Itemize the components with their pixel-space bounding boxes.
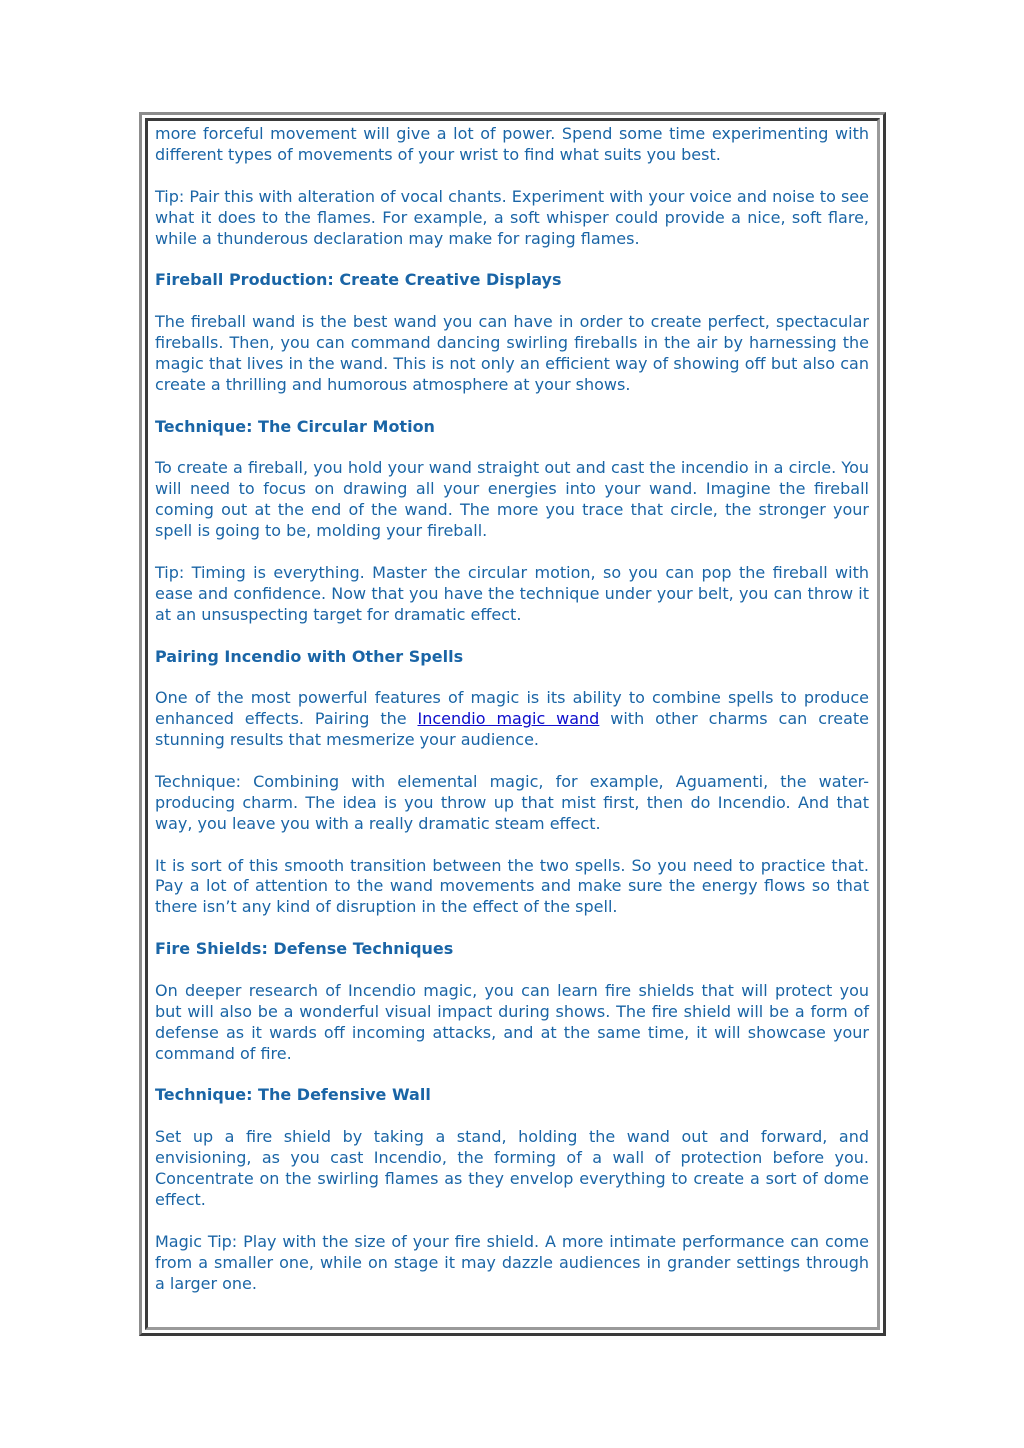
paragraph-fireball-wand: The fireball wand is the best wand you can have in order to create perfect, spectacular fireballs. Then, you can command dancing swirling fireballs in the air by harnessing the magic that lives in the wand. This is not only an efficient way of showing off but also can create a thrilling and humorous atmosphere at your shows. bbox=[155, 312, 869, 394]
heading-circular-motion: Technique: The Circular Motion bbox=[155, 416, 435, 436]
paragraph-create-fireball: To create a fireball, you hold your wand straight out and cast the incendio in a circle. You will need to focus on drawing all your energies into your wand. Imagine the fireball coming out at the end of the wand. The more you trace that circle, the stronger your spell is going to be, molding your fireball. bbox=[155, 458, 869, 541]
paragraph-combine-spells bbox=[155, 688, 869, 751]
article-content bbox=[155, 124, 869, 1315]
paragraph-wrist-movement: more forceful movement will give a lot of power. Spend some time experimenting with different types of movements of your wrist to find what suits you best. bbox=[155, 124, 869, 164]
paragraph-vocal-tip: Tip: Pair this with alteration of vocal chants. Experiment with your voice and noise to see what it does to the flames. For example, a soft whisper could provide a nice, soft flare, while a thunderous declaration may make for raging flames. bbox=[155, 186, 869, 248]
paragraph-timing-tip: Tip: Timing is everything. Master the circular motion, so you can pop the fireball with ease and confidence. Now that you have the technique under your belt, you can throw it at an unsuspecting target for dramatic effect. bbox=[155, 562, 869, 624]
paragraph-smooth-transition: It is sort of this smooth transition between the two spells. So you need to practice that. Pay a lot of attention to the wand movements and make sure the energy flows so that there isn’t any kind of disruption in the effect of the spell. bbox=[155, 855, 869, 917]
heading-fireball-production: Fireball Production: Create Creative Displays bbox=[155, 270, 562, 290]
paragraph-elemental-technique: Technique: Combining with elemental magic, for example, Aguamenti, the water-producing charm. The idea is you throw up that mist first, then do Incendio. And that way, you leave you with a really dramatic steam effect. bbox=[155, 771, 869, 833]
heading-pairing-spells: Pairing Incendio with Other Spells bbox=[155, 646, 464, 666]
paragraph-fire-shields: On deeper research of Incendio magic, you can learn fire shields that will protect you but will also be a wonderful visual impact during shows. The fire shield will be a form of defense as it wards off incoming attacks, and at the same time, it will showcase your command of fire. bbox=[155, 980, 869, 1063]
incendio-magic-wand-link[interactable]: Incendio magic wand bbox=[417, 709, 600, 729]
paragraph-defensive-wall: Set up a fire shield by taking a stand, holding the wand out and forward, and envisioning, as you cast Incendio, the forming of a wall of protection before you. Concentrate on the swirling flames as they envelop everything to create a sort of dome effect. bbox=[155, 1127, 869, 1209]
paragraph-magic-tip: Magic Tip: Play with the size of your fire shield. A more intimate performance can come from a smaller one, while on stage it may dazzle audiences in grander settings through a larger one. bbox=[155, 1231, 869, 1293]
paragraph-combine-text-before: One of the most powerful features of magic is its ability to combine spells to produce enhanced effects. Pairing the bbox=[155, 688, 869, 729]
paragraph-combine-text-after: with other charms can create stunning results that mesmerize your audience. bbox=[155, 709, 869, 750]
heading-defensive-wall: Technique: The Defensive Wall bbox=[155, 1085, 431, 1105]
heading-fire-shields: Fire Shields: Defense Techniques bbox=[155, 939, 454, 959]
